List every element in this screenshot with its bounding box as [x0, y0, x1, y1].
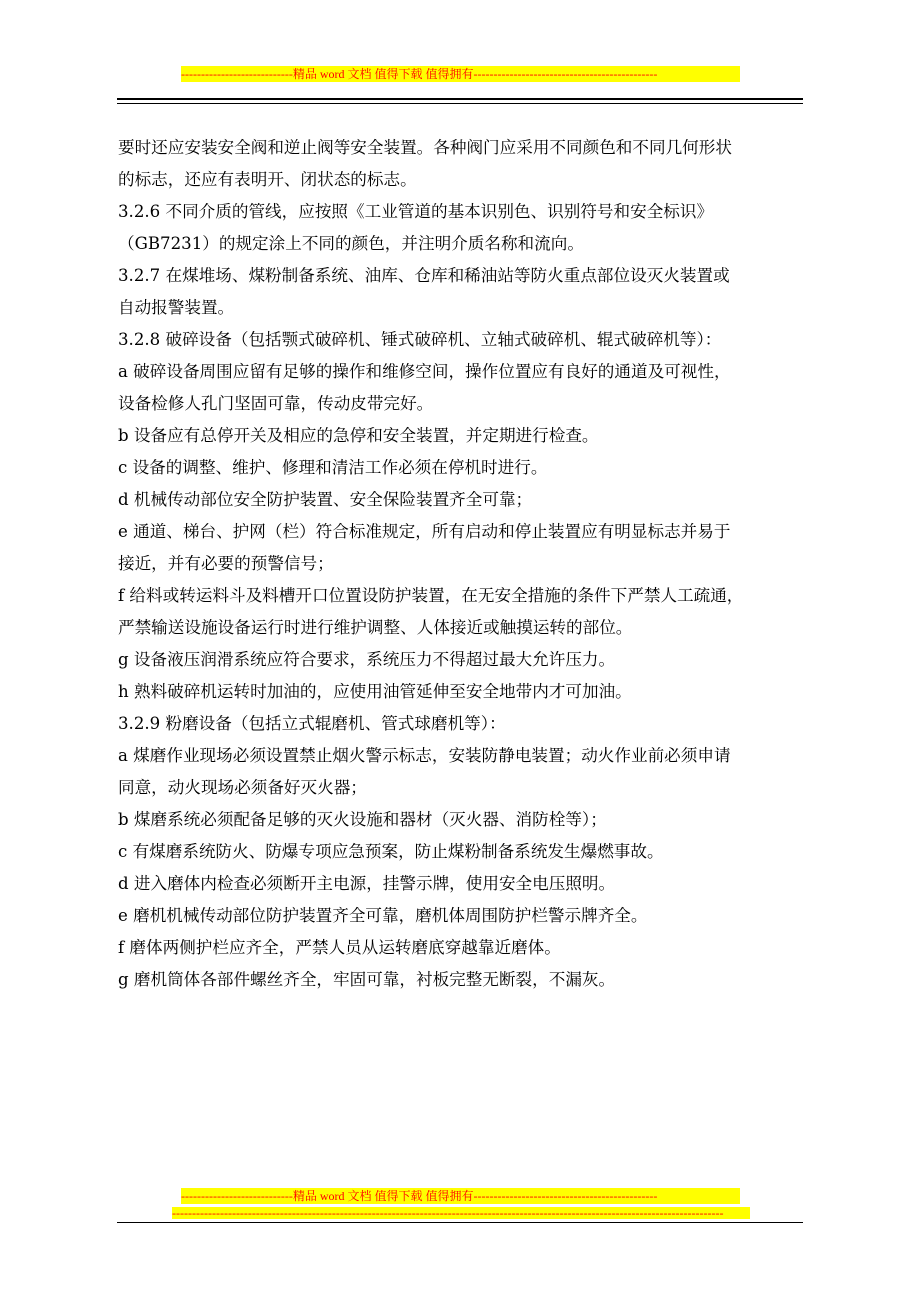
- body-line-14: 接近，并有必要的预警信号；: [118, 554, 334, 573]
- footer-banner-dashes: ------------------------------------------------------------------------------------------------------------------------------------------: [172, 1207, 750, 1219]
- body-line-27: g 磨机筒体各部件螺丝齐全，牢固可靠，衬板完整无断裂，不漏灰。: [118, 970, 616, 989]
- footer-rule: [117, 1222, 803, 1223]
- document-body: [118, 132, 808, 996]
- body-line-11: c 设备的调整、维护、修理和清洁工作必须在停机时进行。: [118, 458, 548, 477]
- body-line-13: e 通道、梯台、护网（栏）符合标准规定，所有启动和停止装置应有明显标志并易于: [118, 522, 731, 541]
- body-line-12: d 机械传动部位安全防护装置、安全保险装置齐全可靠；: [118, 490, 533, 509]
- body-line-1: 要时还应安装安全阀和逆止阀等安全装置。各种阀门应采用不同颜色和不同几何形状: [118, 138, 732, 157]
- body-line-19: 3.2.9 粉磨设备（包括立式辊磨机、管式球磨机等）：: [118, 714, 506, 733]
- body-line-9: 设备检修人孔门坚固可靠，传动皮带完好。: [118, 394, 434, 413]
- body-line-26: f 磨体两侧护栏应齐全，严禁人员从运转磨底穿越靠近磨体。: [118, 938, 561, 957]
- header-rule-thin: [117, 103, 803, 104]
- body-line-16: 严禁输送设施设备运行时进行维护调整、人体接近或触摸运转的部位。: [118, 618, 633, 637]
- body-line-6: 自动报警装置。: [118, 298, 235, 317]
- body-line-7: 3.2.8 破碎设备（包括颚式破碎机、锤式破碎机、立轴式破碎机、辊式破碎机等）：: [118, 330, 722, 349]
- body-line-21: 同意，动火现场必须备好灭火器；: [118, 778, 367, 797]
- body-line-23: c 有煤磨系统防火、防爆专项应急预案，防止煤粉制备系统发生爆燃事故。: [118, 842, 664, 861]
- footer-banner: ----------------------------精品 word 文档 值得下载 值得拥有----------------------------------------------: [181, 1188, 740, 1204]
- body-line-8: a 破碎设备周围应留有足够的操作和维修空间，操作位置应有良好的通道及可视性，: [118, 362, 731, 381]
- body-line-4: （GB7231）的规定涂上不同的颜色，并注明介质名称和流向。: [118, 234, 584, 253]
- header-banner: ----------------------------精品 word 文档 值得下载 值得拥有----------------------------------------------: [181, 66, 740, 82]
- body-line-22: b 煤磨系统必须配备足够的灭火设施和器材（灭火器、消防栓等）；: [118, 810, 607, 829]
- body-line-5: 3.2.7 在煤堆场、煤粉制备系统、油库、仓库和稀油站等防火重点部位设灭火装置或: [118, 266, 730, 285]
- body-line-20: a 煤磨作业现场必须设置禁止烟火警示标志，安装防静电装置；动火作业前必须申请: [118, 746, 731, 765]
- body-line-25: e 磨机机械传动部位防护装置齐全可靠，磨机体周围防护栏警示牌齐全。: [118, 906, 648, 925]
- body-line-3: 3.2.6 不同介质的管线，应按照《工业管道的基本识别色、识别符号和安全标识》: [118, 202, 714, 221]
- body-line-10: b 设备应有总停开关及相应的急停和安全装置，并定期进行检查。: [118, 426, 599, 445]
- body-line-2: 的标志，还应有表明开、闭状态的标志。: [118, 170, 417, 189]
- body-line-24: d 进入磨体内检查必须断开主电源，挂警示牌，使用安全电压照明。: [118, 874, 616, 893]
- body-line-17: g 设备液压润滑系统应符合要求，系统压力不得超过最大允许压力。: [118, 650, 616, 669]
- body-line-18: h 熟料破碎机运转时加油的，应使用油管延伸至安全地带内才可加油。: [118, 682, 632, 701]
- header-rule-thick: [117, 98, 803, 100]
- body-line-15: f 给料或转运料斗及料槽开口位置设防护装置，在无安全措施的条件下严禁人工疏通，: [118, 586, 744, 605]
